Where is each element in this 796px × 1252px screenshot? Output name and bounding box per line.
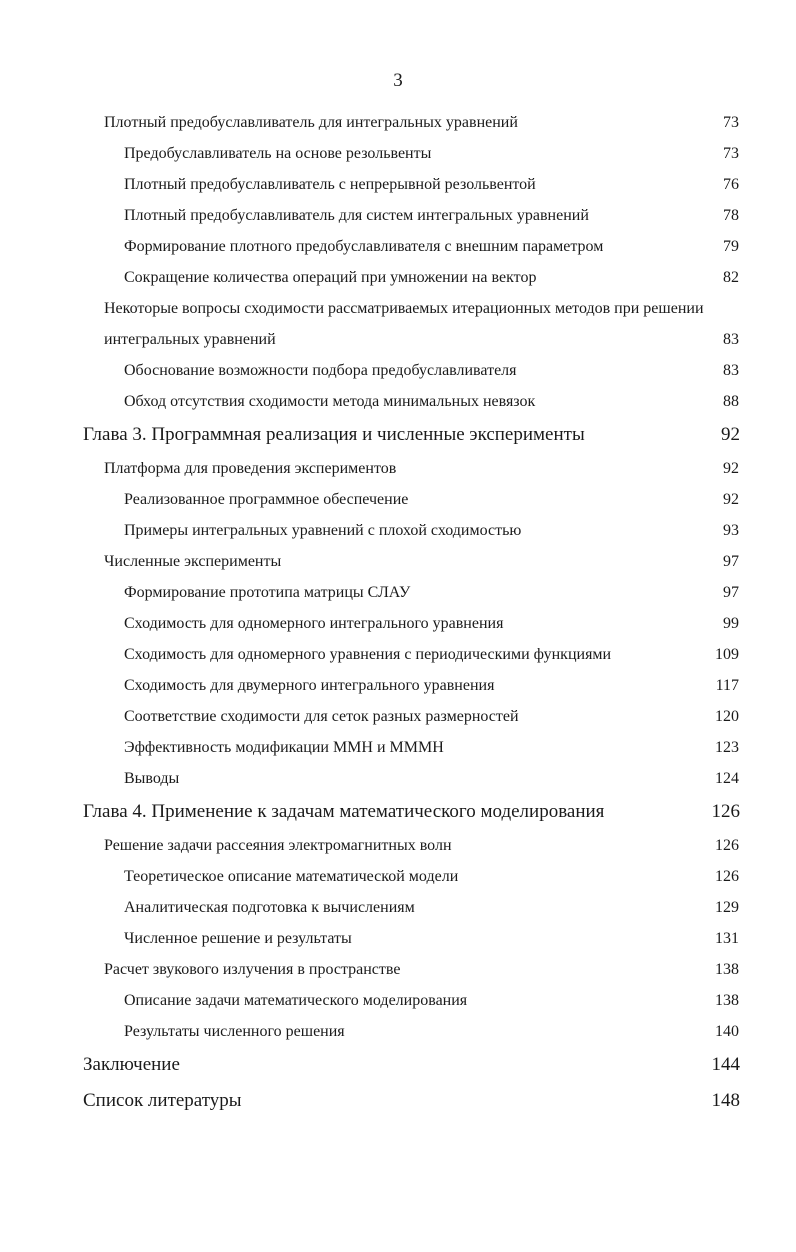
toc-chapter-title: Глава 4. Применение к задачам математического моделирования: [83, 801, 605, 822]
toc-entry[interactable]: [0, 732, 796, 763]
toc-entry[interactable]: [0, 763, 796, 794]
toc-entry-title: Теоретическое описание математической модели: [124, 868, 459, 885]
toc-entry[interactable]: [0, 639, 796, 670]
toc-entry-page: 138: [715, 992, 739, 1009]
toc-chapter-title: Заключение: [83, 1054, 180, 1075]
toc-chapter-page: 144: [711, 1054, 740, 1075]
toc-conclusion[interactable]: [0, 1047, 796, 1083]
toc-entry-title: Численные эксперименты: [104, 553, 282, 570]
toc-entry[interactable]: [0, 954, 796, 985]
toc-entry[interactable]: [0, 169, 796, 200]
toc-chapter-page: 148: [711, 1090, 740, 1111]
toc-entry-title: Аналитическая подготовка к вычислениям: [124, 899, 415, 916]
toc-entry-page: 123: [715, 739, 739, 756]
toc-entry[interactable]: [0, 985, 796, 1016]
toc-entry-page: 126: [715, 837, 739, 854]
toc-entry-title: Эффективность модификации ММН и МММН: [124, 739, 444, 756]
toc-entry-title: Примеры интегральных уравнений с плохой сходимостью: [124, 522, 522, 539]
toc-entry-page: 138: [715, 961, 739, 978]
toc-entry[interactable]: [0, 670, 796, 701]
toc-entry-page: 124: [715, 770, 739, 787]
toc-entry-title: Расчет звукового излучения в пространстве: [104, 961, 401, 978]
toc-entry-title: Плотный предобуславливатель для интегральных уравнений: [104, 114, 518, 131]
toc-entry[interactable]: [0, 1016, 796, 1047]
toc-chapter-page: 126: [711, 801, 740, 822]
toc-entry-page: 120: [715, 708, 739, 725]
toc-entry-page: 92: [723, 460, 739, 477]
toc-entry[interactable]: [0, 515, 796, 546]
toc-entry-title: Описание задачи математического моделирования: [124, 992, 468, 1009]
toc-entry[interactable]: [0, 453, 796, 484]
toc-entry-title: Соответствие сходимости для сеток разных размерностей: [124, 708, 519, 725]
toc-entry-page: 109: [715, 646, 739, 663]
toc-entry-page: 83: [723, 362, 739, 379]
toc-entry-page: 76: [723, 176, 739, 193]
toc-entry-title: Обоснование возможности подбора предобуславливателя: [124, 362, 517, 379]
toc-references[interactable]: [0, 1083, 796, 1119]
toc-entry[interactable]: [0, 386, 796, 417]
toc-entry-page: 131: [715, 930, 739, 947]
toc-chapter-title: Глава 3. Программная реализация и численные эксперименты: [83, 424, 585, 445]
toc-entry[interactable]: [0, 138, 796, 169]
toc-entry-title: Предобуславливатель на основе резольвенты: [124, 145, 432, 162]
toc-entry-page: 129: [715, 899, 739, 916]
toc-entry[interactable]: [0, 892, 796, 923]
toc-entry-page: 140: [715, 1023, 739, 1040]
toc-entry-title: Некоторые вопросы сходимости рассматриваемых итерационных методов при решении: [104, 300, 704, 317]
toc-entry[interactable]: [0, 546, 796, 577]
toc-entry-page: 117: [715, 677, 739, 694]
toc-entry-title: Плотный предобуславливатель с непрерывной резольвентой: [124, 176, 536, 193]
toc-entry[interactable]: [0, 861, 796, 892]
toc-entry-title: Обход отсутствия сходимости метода минимальных невязок: [124, 393, 536, 410]
toc-entry[interactable]: [0, 577, 796, 608]
toc-entry[interactable]: [0, 923, 796, 954]
toc-entry-page: 78: [723, 207, 739, 224]
toc-entry[interactable]: [0, 355, 796, 386]
toc-entry-title: Численное решение и результаты: [124, 930, 352, 947]
toc-entry-title: Платформа для проведения экспериментов: [104, 460, 397, 477]
toc-entry-page: 79: [723, 238, 739, 255]
toc-entry-title: Реализованное программное обеспечение: [124, 491, 409, 508]
toc-entry[interactable]: [0, 608, 796, 639]
toc-entry[interactable]: [0, 200, 796, 231]
toc-entry-title: Выводы: [124, 770, 180, 787]
toc-entry-title-continuation: интегральных уравнений: [104, 331, 276, 348]
toc-entry-page: 97: [723, 584, 739, 601]
toc-entry[interactable]: [0, 484, 796, 515]
toc-entry-title: Сходимость для одномерного интегрального уравнения: [124, 615, 504, 632]
toc-entry-title: Результаты численного решения: [124, 1023, 345, 1040]
toc-entry-wrapped-line-1[interactable]: [0, 293, 796, 324]
toc-entry-title: Плотный предобуславливатель для систем интегральных уравнений: [124, 207, 589, 224]
toc-entry-page: 88: [723, 393, 739, 410]
toc-entry-title: Формирование плотного предобуславливателя с внешним параметром: [124, 238, 604, 255]
toc-chapter[interactable]: [0, 417, 796, 453]
page-number: 3: [393, 70, 403, 91]
toc-chapter-title: Список литературы: [83, 1090, 242, 1111]
toc-entry-page: 92: [723, 491, 739, 508]
toc-entry-title: Сокращение количества операций при умножении на вектор: [124, 269, 537, 286]
toc-entry-page: 82: [723, 269, 739, 286]
toc-entry-page: 83: [723, 331, 739, 348]
toc-entry-page: 73: [723, 114, 739, 131]
toc-entry[interactable]: [0, 231, 796, 262]
toc-entry[interactable]: [0, 107, 796, 138]
toc-entry-page: 99: [723, 615, 739, 632]
toc-chapter[interactable]: [0, 794, 796, 830]
toc-entry-page: 93: [723, 522, 739, 539]
toc-entry-title: Сходимость для двумерного интегрального уравнения: [124, 677, 495, 694]
table-of-contents: [0, 107, 796, 1119]
toc-entry-title: Сходимость для одномерного уравнения с периодическими функциями: [124, 646, 612, 663]
toc-entry-title: Решение задачи рассеяния электромагнитных волн: [104, 837, 452, 854]
toc-entry-page: 73: [723, 145, 739, 162]
toc-entry[interactable]: [0, 701, 796, 732]
toc-entry[interactable]: [0, 830, 796, 861]
toc-entry[interactable]: [0, 324, 796, 355]
toc-chapter-page: 92: [721, 424, 740, 445]
toc-entry[interactable]: [0, 262, 796, 293]
toc-entry-page: 97: [723, 553, 739, 570]
toc-entry-title: Формирование прототипа матрицы СЛАУ: [124, 584, 411, 601]
toc-entry-page: 126: [715, 868, 739, 885]
